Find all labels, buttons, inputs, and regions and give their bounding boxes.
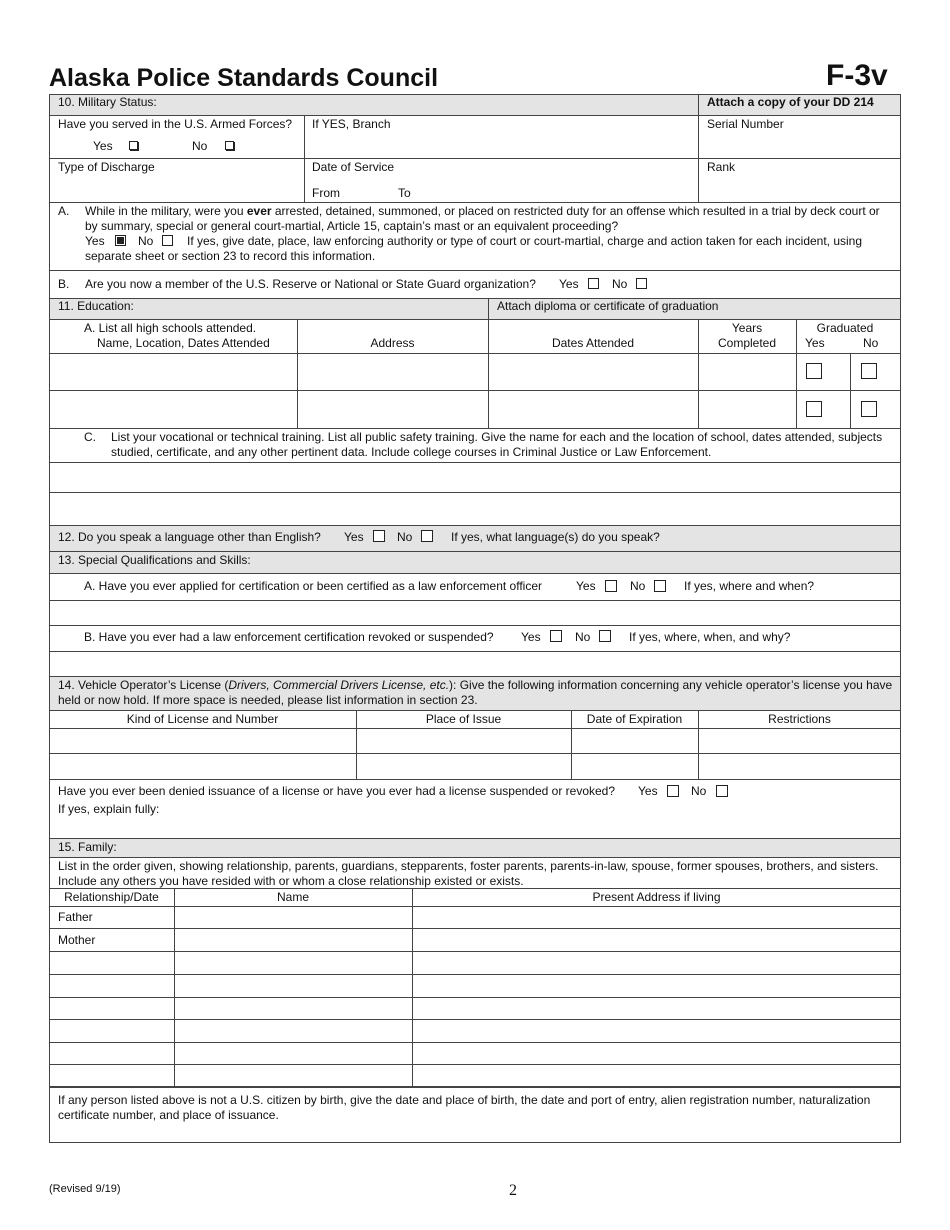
years-column-header-line2: Completed <box>717 336 777 350</box>
family-relationship-field[interactable] <box>50 952 173 973</box>
school-1-graduated-no-checkbox[interactable] <box>861 363 877 379</box>
family-instruction: List in the order given, showing relationship, parents, guardians, stepparents, foster parents, parents-in-law, spouse, former spouses, brothers, and sisters. Include any others you have resided with or whom a close relationship existed or exists. <box>58 859 879 888</box>
branch-field[interactable] <box>305 131 697 157</box>
language-no-checkbox[interactable] <box>421 530 433 542</box>
language-yes-label: Yes <box>344 530 364 544</box>
relationship-column-header: Relationship/Date <box>64 890 159 904</box>
rank-label: Rank <box>707 160 736 174</box>
family-name-field[interactable] <box>175 1065 411 1085</box>
reserve-no-checkbox[interactable] <box>636 278 647 289</box>
certification-yes-label: Yes <box>576 579 596 593</box>
dates-attended-column-header: Dates Attended <box>551 336 635 350</box>
license-denied-question: Have you ever been denied issuance of a license or have you ever had a license suspended or revoked? <box>58 784 616 798</box>
school-1-name-field[interactable] <box>50 354 296 389</box>
language-followup: If yes, what language(s) do you speak? <box>451 530 660 544</box>
license-1-kind-field[interactable] <box>50 729 355 752</box>
family-address-field[interactable] <box>413 1020 900 1041</box>
served-question: Have you served in the U.S. Armed Forces? <box>58 117 293 131</box>
service-from-label: From <box>312 186 340 200</box>
certification-no-label: No <box>630 579 646 593</box>
years-column-header-line1: Years <box>731 321 763 335</box>
language-question: 12. Do you speak a language other than English? <box>58 530 321 544</box>
section-11-heading: 11. Education: <box>58 299 134 313</box>
revoked-followup: If yes, where, when, and why? <box>629 630 791 644</box>
service-to-label: To <box>398 186 411 200</box>
court-martial-no-label: No <box>138 234 154 248</box>
license-denied-yes-label: Yes <box>638 784 658 798</box>
serial-number-label: Serial Number <box>707 117 784 131</box>
reserve-yes-label: Yes <box>559 277 579 291</box>
license-1-place-field[interactable] <box>357 729 570 752</box>
citizenship-instruction: If any person listed above is not a U.S. citizen by birth, give the date and place of birth, the date and port of entry, alien registration number, naturalization certificate number, and place of issuance. <box>58 1093 871 1122</box>
school-1-graduated-yes-checkbox[interactable] <box>806 363 822 379</box>
form-id: F-3v <box>826 59 888 92</box>
revoked-question: B. Have you ever had a law enforcement certification revoked or suspended? <box>84 630 494 644</box>
dd214-note: Attach a copy of your DD 214 <box>707 95 874 109</box>
family-name-field[interactable] <box>175 907 411 927</box>
reserve-no-label: No <box>612 277 628 291</box>
section-11c-label: C. <box>84 430 96 444</box>
license-2-place-field[interactable] <box>357 754 570 778</box>
revoked-answer-field[interactable] <box>50 652 900 675</box>
section-14-heading: 14. Vehicle Operator’s License (Drivers, Commercial Drivers License, etc.): Give the following information concerning any vehicle operator’s license you have held or now hold. If more space is needed, please list information in section 23. <box>58 678 893 707</box>
date-of-expiration-column-header: Date of Expiration <box>586 712 683 726</box>
revoked-yes-checkbox[interactable] <box>550 630 562 642</box>
rank-field[interactable] <box>699 175 900 201</box>
school-2-years-field[interactable] <box>699 391 795 427</box>
revoked-yes-label: Yes <box>521 630 541 644</box>
vocational-training-field-2[interactable] <box>50 493 900 524</box>
certification-no-checkbox[interactable] <box>654 580 666 592</box>
section-10b-label: B. <box>58 277 70 291</box>
family-relationship-field[interactable] <box>50 1020 173 1041</box>
family-relationship-field[interactable] <box>50 1065 173 1085</box>
certification-answer-field[interactable] <box>50 601 900 624</box>
certification-yes-checkbox[interactable] <box>605 580 617 592</box>
reserve-question: Are you now a member of the U.S. Reserve or National or State Guard organization? <box>85 277 536 291</box>
served-no-checkbox[interactable] <box>225 141 234 150</box>
license-explain-label: If yes, explain fully: <box>58 802 160 816</box>
court-martial-question: While in the military, were you ever arrested, detained, summoned, or placed on restricted duty for an offense which resulted in a trial by deck court or by summary, special or general court-martial, Article 15, captain’s mast or an equivalent proceeding? <box>85 204 880 233</box>
school-2-graduated-yes-checkbox[interactable] <box>806 401 822 417</box>
license-2-expiration-field[interactable] <box>572 754 697 778</box>
family-name-field[interactable] <box>175 952 411 973</box>
section-13-heading: 13. Special Qualifications and Skills: <box>58 553 251 567</box>
school-1-years-field[interactable] <box>699 354 795 389</box>
name-column-header: Name <box>276 890 309 904</box>
served-yes-label: Yes <box>93 139 113 153</box>
license-2-restrictions-field[interactable] <box>699 754 900 778</box>
vocational-training-field-1[interactable] <box>50 463 900 491</box>
family-relationship-field[interactable] <box>50 1043 173 1063</box>
revision-date: (Revised 9/19) <box>49 1183 121 1195</box>
high-schools-subheading: Name, Location, Dates Attended <box>97 336 270 350</box>
court-martial-yes-label: Yes <box>85 234 105 248</box>
language-yes-checkbox[interactable] <box>373 530 385 542</box>
certification-followup: If yes, where and when? <box>684 579 815 593</box>
license-2-kind-field[interactable] <box>50 754 355 778</box>
license-denied-no-label: No <box>691 784 707 798</box>
school-1-dates-field[interactable] <box>489 354 697 389</box>
school-2-name-field[interactable] <box>50 391 296 427</box>
court-martial-followup: If yes, give date, place, law enforcing authority or type of court or court-martial, charge and action taken for each incident, using separate sheet or section 23 to record this information. <box>85 234 863 263</box>
section-10a-label: A. <box>58 204 70 218</box>
discharge-field[interactable] <box>50 175 303 201</box>
license-denied-yes-checkbox[interactable] <box>667 785 679 797</box>
family-address-field[interactable] <box>413 998 900 1018</box>
high-schools-instruction: A. List all high schools attended. <box>84 321 257 335</box>
family-row-relationship: Father <box>58 910 93 924</box>
place-of-issue-column-header: Place of Issue <box>425 712 502 726</box>
family-relationship-field[interactable] <box>50 975 173 996</box>
family-name-field[interactable] <box>175 929 411 950</box>
family-address-field[interactable] <box>413 1065 900 1085</box>
section-15-heading: 15. Family: <box>58 840 117 854</box>
license-1-expiration-field[interactable] <box>572 729 697 752</box>
page-number: 2 <box>509 1182 517 1199</box>
revoked-no-label: No <box>575 630 591 644</box>
family-name-field[interactable] <box>175 975 411 996</box>
section-10-heading: 10. Military Status: <box>58 95 157 109</box>
citizenship-answer-field[interactable] <box>50 1124 900 1142</box>
family-address-field[interactable] <box>413 952 900 973</box>
school-2-address-field[interactable] <box>298 391 487 427</box>
family-address-field[interactable] <box>413 907 900 927</box>
diploma-note: Attach diploma or certificate of graduation <box>497 299 719 313</box>
vocational-training-instruction: List your vocational or technical training. List all public safety training. Give the name for each and the location of school, dates attended, subjects studied, certificate, and any other pertinent data. Include college courses in Criminal Justice or Law Enforcement. <box>111 430 883 459</box>
reserve-yes-checkbox[interactable] <box>588 278 599 289</box>
graduated-column-header: Graduated <box>816 321 874 335</box>
family-address-field[interactable] <box>413 929 900 950</box>
license-1-restrictions-field[interactable] <box>699 729 900 752</box>
school-2-dates-field[interactable] <box>489 391 697 427</box>
date-of-service-label: Date of Service <box>312 160 395 174</box>
certification-question: A. Have you ever applied for certification or been certified as a law enforcement officer <box>84 579 543 593</box>
form-title: Alaska Police Standards Council <box>49 64 439 92</box>
discharge-label: Type of Discharge <box>58 160 155 174</box>
family-name-field[interactable] <box>175 1043 411 1063</box>
graduated-no-header: No <box>863 336 879 350</box>
address-column-header: Address <box>370 336 415 350</box>
revoked-no-checkbox[interactable] <box>599 630 611 642</box>
branch-label: If YES, Branch <box>312 117 391 131</box>
served-yes-checkbox[interactable] <box>129 141 138 150</box>
family-relationship-field[interactable] <box>50 998 173 1018</box>
language-no-label: No <box>397 530 413 544</box>
served-no-label: No <box>192 139 208 153</box>
family-name-field[interactable] <box>175 1020 411 1041</box>
family-address-field[interactable] <box>413 1043 900 1063</box>
family-name-field[interactable] <box>175 998 411 1018</box>
license-kind-column-header: Kind of License and Number <box>126 712 279 726</box>
restrictions-column-header: Restrictions <box>768 712 831 726</box>
license-denied-no-checkbox[interactable] <box>716 785 728 797</box>
family-row-relationship: Mother <box>58 933 96 947</box>
school-1-address-field[interactable] <box>298 354 487 389</box>
license-explain-field[interactable] <box>170 800 898 836</box>
school-2-graduated-no-checkbox[interactable] <box>861 401 877 417</box>
serial-number-field[interactable] <box>699 131 900 157</box>
present-address-column-header: Present Address if living <box>592 890 721 904</box>
family-address-field[interactable] <box>413 975 900 996</box>
graduated-yes-header: Yes <box>805 336 825 350</box>
